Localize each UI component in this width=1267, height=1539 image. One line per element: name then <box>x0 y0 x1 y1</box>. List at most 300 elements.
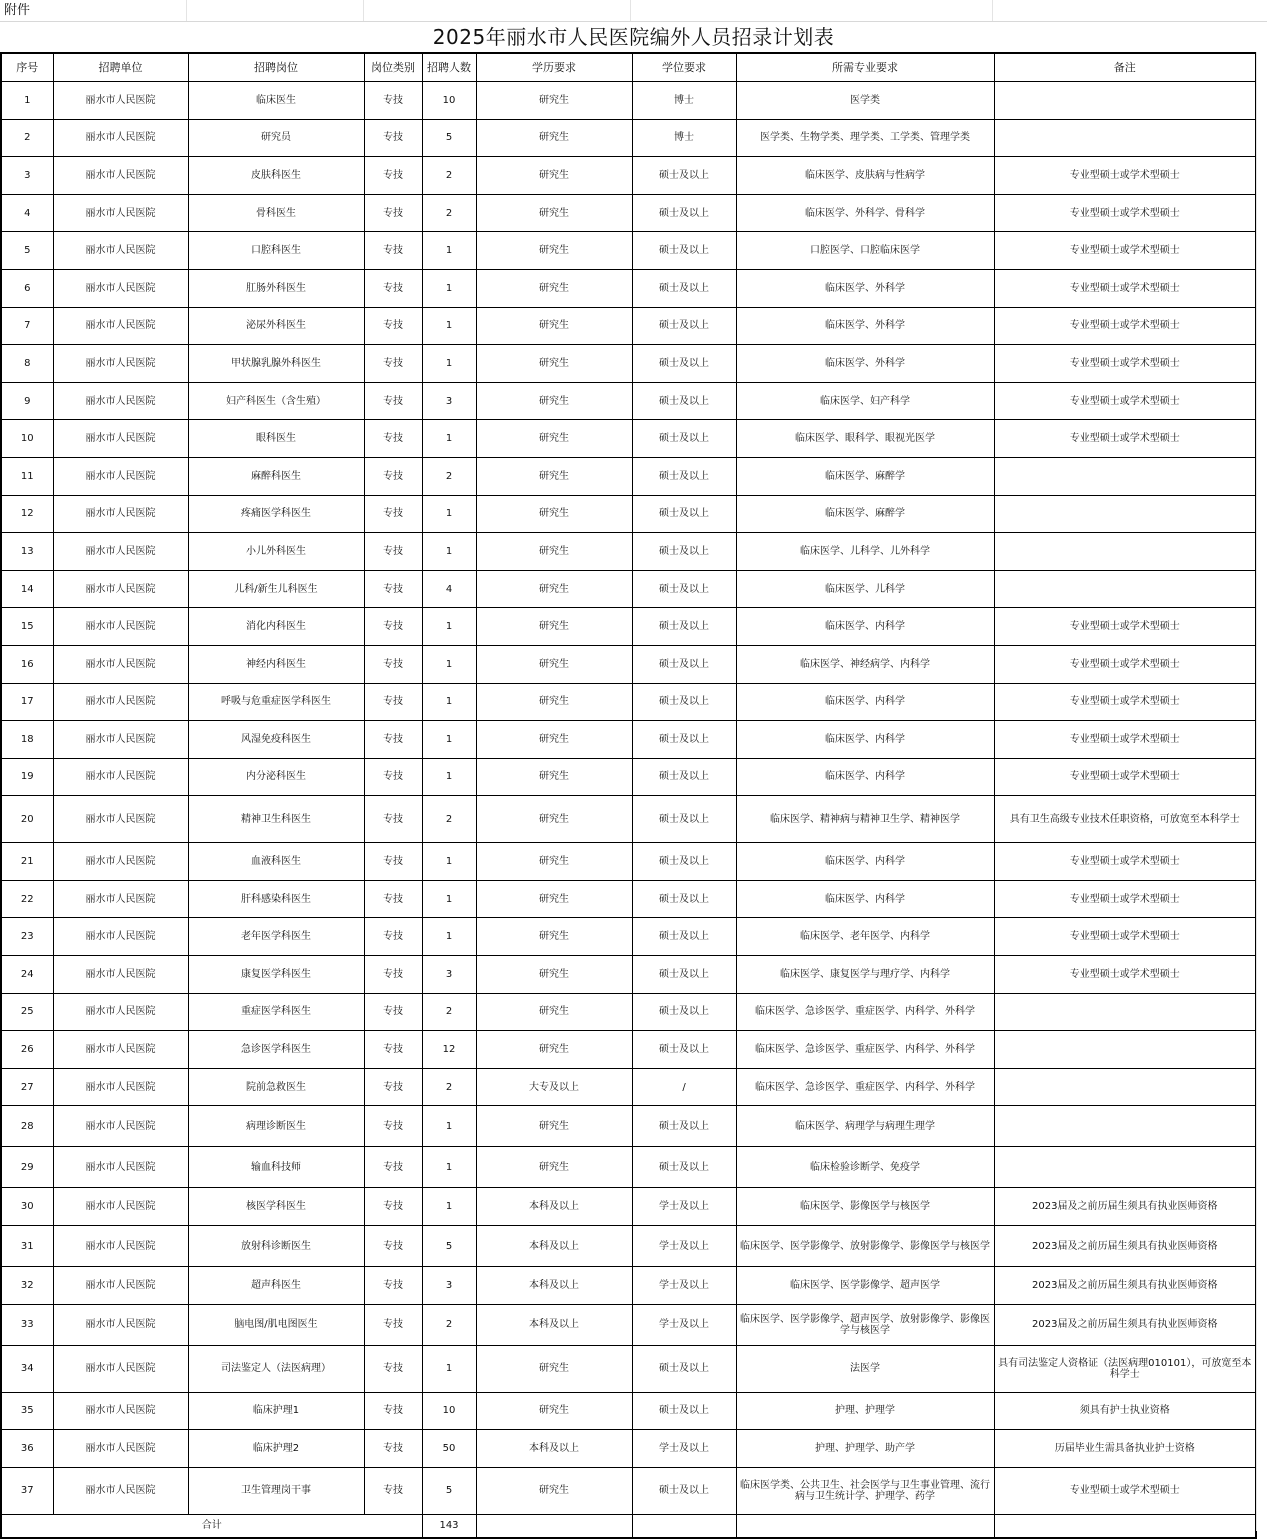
education-cell: 研究生 <box>476 758 632 796</box>
table-row <box>1 382 1256 420</box>
education-cell: 研究生 <box>476 420 632 458</box>
remarks-cell: 专业型硕士或学术型硕士 <box>994 269 1256 307</box>
degree-cell: 硕士及以上 <box>632 570 736 608</box>
degree-cell: 硕士及以上 <box>632 645 736 683</box>
remarks-cell: 专业型硕士或学术型硕士 <box>994 721 1256 759</box>
unit-cell: 丽水市人民医院 <box>53 495 188 533</box>
education-cell: 研究生 <box>476 307 632 345</box>
degree-cell: 学士及以上 <box>632 1226 736 1267</box>
position-cell: 院前急救医生 <box>188 1068 364 1106</box>
unit-cell: 丽水市人民医院 <box>53 307 188 345</box>
remarks-cell: 专业型硕士或学术型硕士 <box>994 645 1256 683</box>
major-cell: 临床医学、内科学 <box>736 721 994 759</box>
major-cell: 临床医学、神经病学、内科学 <box>736 645 994 683</box>
count-cell: 3 <box>422 956 476 994</box>
unit-cell: 丽水市人民医院 <box>53 1106 188 1147</box>
education-cell: 本科及以上 <box>476 1430 632 1468</box>
unit-cell: 丽水市人民医院 <box>53 119 188 157</box>
education-cell: 研究生 <box>476 570 632 608</box>
remarks-cell: 2023届及之前历届生须具有执业医师资格 <box>994 1188 1256 1226</box>
category-cell: 专技 <box>364 1430 422 1468</box>
table-row <box>1 1147 1256 1188</box>
remarks-cell: 历届毕业生需具备执业护士资格 <box>994 1430 1256 1468</box>
remarks-cell: 2023届及之前历届生须具有执业医师资格 <box>994 1267 1256 1305</box>
position-cell: 精神卫生科医生 <box>188 796 364 843</box>
count-cell: 12 <box>422 1031 476 1069</box>
unit-cell: 丽水市人民医院 <box>53 420 188 458</box>
position-cell: 小儿外科医生 <box>188 533 364 571</box>
category-cell: 专技 <box>364 993 422 1031</box>
major-cell: 医学类、生物学类、理学类、工学类、管理学类 <box>736 119 994 157</box>
sheet-gridline <box>1256 52 1267 1531</box>
table-row <box>1 1106 1256 1147</box>
row-index: 29 <box>1 1147 53 1188</box>
count-cell: 1 <box>422 843 476 881</box>
category-cell: 专技 <box>364 1467 422 1514</box>
header-col-count: 招聘人数 <box>422 53 476 82</box>
table-row <box>1 880 1256 918</box>
table-body <box>1 82 1256 1515</box>
major-cell: 医学类 <box>736 82 994 120</box>
remarks-cell: 专业型硕士或学术型硕士 <box>994 843 1256 881</box>
unit-cell: 丽水市人民医院 <box>53 843 188 881</box>
row-index: 2 <box>1 119 53 157</box>
major-cell: 临床医学、内科学 <box>736 608 994 646</box>
total-label: 合计 <box>1 1514 422 1538</box>
degree-cell: 硕士及以上 <box>632 880 736 918</box>
row-index: 27 <box>1 1068 53 1106</box>
position-cell: 骨科医生 <box>188 194 364 232</box>
unit-cell: 丽水市人民医院 <box>53 721 188 759</box>
degree-cell: 硕士及以上 <box>632 721 736 759</box>
count-cell: 1 <box>422 533 476 571</box>
remarks-cell: 专业型硕士或学术型硕士 <box>994 608 1256 646</box>
unit-cell: 丽水市人民医院 <box>53 796 188 843</box>
table-header <box>1 53 1256 82</box>
count-cell: 1 <box>422 1147 476 1188</box>
degree-cell: 硕士及以上 <box>632 796 736 843</box>
major-cell: 临床医学、影像医学与核医学 <box>736 1188 994 1226</box>
header-col-degree: 学位要求 <box>632 53 736 82</box>
position-cell: 急诊医学科医生 <box>188 1031 364 1069</box>
category-cell: 专技 <box>364 758 422 796</box>
major-cell: 临床医学、内科学 <box>736 758 994 796</box>
position-cell: 皮肤科医生 <box>188 157 364 195</box>
count-cell: 1 <box>422 345 476 383</box>
major-cell: 临床医学、医学影像学、超声医学 <box>736 1267 994 1305</box>
row-index: 26 <box>1 1031 53 1069</box>
position-cell: 临床护理2 <box>188 1430 364 1468</box>
degree-cell: 学士及以上 <box>632 1188 736 1226</box>
degree-cell: 硕士及以上 <box>632 420 736 458</box>
table-row <box>1 758 1256 796</box>
major-cell: 临床检验诊断学、免疫学 <box>736 1147 994 1188</box>
category-cell: 专技 <box>364 918 422 956</box>
count-cell: 2 <box>422 157 476 195</box>
unit-cell: 丽水市人民医院 <box>53 1267 188 1305</box>
category-cell: 专技 <box>364 1106 422 1147</box>
remarks-cell: 专业型硕士或学术型硕士 <box>994 420 1256 458</box>
degree-cell: 硕士及以上 <box>632 683 736 721</box>
unit-cell: 丽水市人民医院 <box>53 1188 188 1226</box>
unit-cell: 丽水市人民医院 <box>53 683 188 721</box>
table-row <box>1 533 1256 571</box>
remarks-cell: 具有卫生高级专业技术任职资格，可放宽至本科学士 <box>994 796 1256 843</box>
unit-cell: 丽水市人民医院 <box>53 956 188 994</box>
position-cell: 眼科医生 <box>188 420 364 458</box>
major-cell: 临床医学、皮肤病与性病学 <box>736 157 994 195</box>
degree-cell: 硕士及以上 <box>632 1031 736 1069</box>
remarks-cell <box>994 119 1256 157</box>
major-cell: 口腔医学、口腔临床医学 <box>736 232 994 270</box>
position-cell: 老年医学科医生 <box>188 918 364 956</box>
remarks-cell: 专业型硕士或学术型硕士 <box>994 157 1256 195</box>
major-cell: 临床医学、老年医学、内科学 <box>736 918 994 956</box>
degree-cell: 硕士及以上 <box>632 1392 736 1430</box>
category-cell: 专技 <box>364 880 422 918</box>
attachment-label-row <box>0 0 1267 22</box>
position-cell: 呼吸与危重症医学科医生 <box>188 683 364 721</box>
page-title: 2025年丽水市人民医院编外人员招录计划表 <box>432 25 835 49</box>
category-cell: 专技 <box>364 194 422 232</box>
major-cell: 临床医学、外科学、骨科学 <box>736 194 994 232</box>
degree-cell: 硕士及以上 <box>632 495 736 533</box>
education-cell: 研究生 <box>476 1392 632 1430</box>
education-cell: 研究生 <box>476 608 632 646</box>
count-cell: 2 <box>422 457 476 495</box>
category-cell: 专技 <box>364 721 422 759</box>
table-row <box>1 1467 1256 1514</box>
degree-cell: 学士及以上 <box>632 1267 736 1305</box>
degree-cell: 硕士及以上 <box>632 382 736 420</box>
education-cell: 本科及以上 <box>476 1304 632 1345</box>
category-cell: 专技 <box>364 570 422 608</box>
education-cell: 研究生 <box>476 683 632 721</box>
education-cell: 研究生 <box>476 533 632 571</box>
table-row <box>1 918 1256 956</box>
category-cell: 专技 <box>364 956 422 994</box>
major-cell: 临床医学、麻醉学 <box>736 495 994 533</box>
position-cell: 司法鉴定人（法医病理） <box>188 1345 364 1392</box>
count-cell: 1 <box>422 880 476 918</box>
degree-cell: / <box>632 1068 736 1106</box>
education-cell: 大专及以上 <box>476 1068 632 1106</box>
category-cell: 专技 <box>364 345 422 383</box>
count-cell: 1 <box>422 645 476 683</box>
count-cell: 2 <box>422 1068 476 1106</box>
major-cell: 临床医学、急诊医学、重症医学、内科学、外科学 <box>736 993 994 1031</box>
row-index: 18 <box>1 721 53 759</box>
category-cell: 专技 <box>364 1188 422 1226</box>
degree-cell: 硕士及以上 <box>632 1106 736 1147</box>
table-row <box>1 420 1256 458</box>
position-cell: 血液科医生 <box>188 843 364 881</box>
category-cell: 专技 <box>364 1226 422 1267</box>
unit-cell: 丽水市人民医院 <box>53 82 188 120</box>
count-cell: 1 <box>422 307 476 345</box>
position-cell: 病理诊断医生 <box>188 1106 364 1147</box>
category-cell: 专技 <box>364 608 422 646</box>
unit-cell: 丽水市人民医院 <box>53 993 188 1031</box>
table-row <box>1 956 1256 994</box>
unit-cell: 丽水市人民医院 <box>53 608 188 646</box>
unit-cell: 丽水市人民医院 <box>53 269 188 307</box>
count-cell: 2 <box>422 993 476 1031</box>
degree-cell: 硕士及以上 <box>632 457 736 495</box>
major-cell: 临床医学、妇产科学 <box>736 382 994 420</box>
header-col-category: 岗位类别 <box>364 53 422 82</box>
count-cell: 1 <box>422 232 476 270</box>
position-cell: 核医学科医生 <box>188 1188 364 1226</box>
category-cell: 专技 <box>364 157 422 195</box>
unit-cell: 丽水市人民医院 <box>53 1392 188 1430</box>
unit-cell: 丽水市人民医院 <box>53 570 188 608</box>
major-cell: 护理、护理学 <box>736 1392 994 1430</box>
degree-cell: 硕士及以上 <box>632 194 736 232</box>
unit-cell: 丽水市人民医院 <box>53 1226 188 1267</box>
table-row <box>1 119 1256 157</box>
remarks-cell: 专业型硕士或学术型硕士 <box>994 956 1256 994</box>
remarks-cell <box>994 1147 1256 1188</box>
degree-cell: 博士 <box>632 82 736 120</box>
row-index: 22 <box>1 880 53 918</box>
row-index: 24 <box>1 956 53 994</box>
table-row <box>1 457 1256 495</box>
count-cell: 4 <box>422 570 476 608</box>
category-cell: 专技 <box>364 1147 422 1188</box>
table-row <box>1 1188 1256 1226</box>
category-cell: 专技 <box>364 495 422 533</box>
category-cell: 专技 <box>364 420 422 458</box>
count-cell: 5 <box>422 1226 476 1267</box>
row-index: 28 <box>1 1106 53 1147</box>
category-cell: 专技 <box>364 82 422 120</box>
category-cell: 专技 <box>364 1392 422 1430</box>
table-row <box>1 1345 1256 1392</box>
major-cell: 临床医学、眼科学、眼视光医学 <box>736 420 994 458</box>
education-cell: 研究生 <box>476 645 632 683</box>
category-cell: 专技 <box>364 382 422 420</box>
major-cell: 临床医学、外科学 <box>736 307 994 345</box>
count-cell: 2 <box>422 796 476 843</box>
education-cell: 研究生 <box>476 956 632 994</box>
position-cell: 脑电图/肌电图医生 <box>188 1304 364 1345</box>
major-cell: 临床医学、医学影像学、超声医学、放射影像学、影像医学与核医学 <box>736 1304 994 1345</box>
remarks-cell: 专业型硕士或学术型硕士 <box>994 232 1256 270</box>
education-cell: 研究生 <box>476 495 632 533</box>
position-cell: 临床医生 <box>188 82 364 120</box>
position-cell: 临床护理1 <box>188 1392 364 1430</box>
table-row <box>1 608 1256 646</box>
position-cell: 放射科诊断医生 <box>188 1226 364 1267</box>
position-cell: 神经内科医生 <box>188 645 364 683</box>
education-cell: 研究生 <box>476 993 632 1031</box>
degree-cell: 硕士及以上 <box>632 307 736 345</box>
position-cell: 麻醉科医生 <box>188 457 364 495</box>
row-index: 23 <box>1 918 53 956</box>
row-index: 11 <box>1 457 53 495</box>
table-row <box>1 993 1256 1031</box>
degree-cell: 学士及以上 <box>632 1430 736 1468</box>
empty-cell <box>632 1514 736 1538</box>
remarks-cell <box>994 1068 1256 1106</box>
education-cell: 研究生 <box>476 194 632 232</box>
count-cell: 1 <box>422 1345 476 1392</box>
position-cell: 康复医学科医生 <box>188 956 364 994</box>
count-cell: 2 <box>422 1304 476 1345</box>
remarks-cell: 专业型硕士或学术型硕士 <box>994 880 1256 918</box>
row-index: 14 <box>1 570 53 608</box>
table-row <box>1 843 1256 881</box>
count-cell: 1 <box>422 420 476 458</box>
table-row <box>1 1392 1256 1430</box>
education-cell: 研究生 <box>476 382 632 420</box>
education-cell: 研究生 <box>476 796 632 843</box>
count-cell: 10 <box>422 82 476 120</box>
major-cell: 临床医学、麻醉学 <box>736 457 994 495</box>
major-cell: 临床医学、病理学与病理生理学 <box>736 1106 994 1147</box>
degree-cell: 硕士及以上 <box>632 1467 736 1514</box>
unit-cell: 丽水市人民医院 <box>53 1147 188 1188</box>
position-cell: 妇产科医生（含生殖） <box>188 382 364 420</box>
unit-cell: 丽水市人民医院 <box>53 457 188 495</box>
count-cell: 1 <box>422 495 476 533</box>
total-value: 143 <box>422 1514 476 1538</box>
total-row <box>1 1514 1256 1538</box>
unit-cell: 丽水市人民医院 <box>53 1031 188 1069</box>
category-cell: 专技 <box>364 796 422 843</box>
table-row <box>1 1226 1256 1267</box>
position-cell: 泌尿外科医生 <box>188 307 364 345</box>
position-cell: 儿科/新生儿科医生 <box>188 570 364 608</box>
unit-cell: 丽水市人民医院 <box>53 157 188 195</box>
count-cell: 10 <box>422 1392 476 1430</box>
table-row <box>1 1068 1256 1106</box>
category-cell: 专技 <box>364 1068 422 1106</box>
remarks-cell: 专业型硕士或学术型硕士 <box>994 1467 1256 1514</box>
row-index: 35 <box>1 1392 53 1430</box>
category-cell: 专技 <box>364 843 422 881</box>
education-cell: 本科及以上 <box>476 1188 632 1226</box>
category-cell: 专技 <box>364 1031 422 1069</box>
category-cell: 专技 <box>364 232 422 270</box>
table-row <box>1 157 1256 195</box>
degree-cell: 博士 <box>632 119 736 157</box>
degree-cell: 硕士及以上 <box>632 608 736 646</box>
major-cell: 临床医学、急诊医学、重症医学、内科学、外科学 <box>736 1068 994 1106</box>
remarks-cell: 专业型硕士或学术型硕士 <box>994 382 1256 420</box>
position-cell: 内分泌科医生 <box>188 758 364 796</box>
degree-cell: 硕士及以上 <box>632 345 736 383</box>
major-cell: 临床医学、内科学 <box>736 843 994 881</box>
count-cell: 1 <box>422 269 476 307</box>
category-cell: 专技 <box>364 119 422 157</box>
remarks-cell: 专业型硕士或学术型硕士 <box>994 194 1256 232</box>
table-row <box>1 645 1256 683</box>
position-cell: 疼痛医学科医生 <box>188 495 364 533</box>
row-index: 25 <box>1 993 53 1031</box>
table-row <box>1 1031 1256 1069</box>
row-index: 37 <box>1 1467 53 1514</box>
unit-cell: 丽水市人民医院 <box>53 1345 188 1392</box>
row-index: 12 <box>1 495 53 533</box>
table-row <box>1 194 1256 232</box>
count-cell: 5 <box>422 119 476 157</box>
row-index: 1 <box>1 82 53 120</box>
row-index: 33 <box>1 1304 53 1345</box>
education-cell: 研究生 <box>476 1467 632 1514</box>
category-cell: 专技 <box>364 269 422 307</box>
remarks-cell <box>994 570 1256 608</box>
remarks-cell <box>994 495 1256 533</box>
degree-cell: 硕士及以上 <box>632 157 736 195</box>
row-index: 4 <box>1 194 53 232</box>
header-row <box>1 53 1256 82</box>
header-col-unit: 招聘单位 <box>53 53 188 82</box>
empty-cell <box>994 1514 1256 1538</box>
count-cell: 3 <box>422 1267 476 1305</box>
education-cell: 研究生 <box>476 843 632 881</box>
row-index: 3 <box>1 157 53 195</box>
education-cell: 研究生 <box>476 721 632 759</box>
unit-cell: 丽水市人民医院 <box>53 533 188 571</box>
row-index: 7 <box>1 307 53 345</box>
remarks-cell: 2023届及之前历届生须具有执业医师资格 <box>994 1304 1256 1345</box>
education-cell: 本科及以上 <box>476 1267 632 1305</box>
major-cell: 临床医学、康复医学与理疗学、内科学 <box>736 956 994 994</box>
row-index: 16 <box>1 645 53 683</box>
education-cell: 研究生 <box>476 457 632 495</box>
count-cell: 5 <box>422 1467 476 1514</box>
position-cell: 超声科医生 <box>188 1267 364 1305</box>
unit-cell: 丽水市人民医院 <box>53 194 188 232</box>
unit-cell: 丽水市人民医院 <box>53 345 188 383</box>
count-cell: 3 <box>422 382 476 420</box>
empty-cell <box>476 1514 632 1538</box>
table-row <box>1 1304 1256 1345</box>
degree-cell: 硕士及以上 <box>632 843 736 881</box>
major-cell: 护理、护理学、助产学 <box>736 1430 994 1468</box>
position-cell: 消化内科医生 <box>188 608 364 646</box>
degree-cell: 硕士及以上 <box>632 533 736 571</box>
degree-cell: 学士及以上 <box>632 1304 736 1345</box>
unit-cell: 丽水市人民医院 <box>53 918 188 956</box>
count-cell: 1 <box>422 721 476 759</box>
count-cell: 50 <box>422 1430 476 1468</box>
category-cell: 专技 <box>364 645 422 683</box>
remarks-cell <box>994 993 1256 1031</box>
unit-cell: 丽水市人民医院 <box>53 645 188 683</box>
unit-cell: 丽水市人民医院 <box>53 1304 188 1345</box>
major-cell: 临床医学、外科学 <box>736 269 994 307</box>
category-cell: 专技 <box>364 533 422 571</box>
table-row <box>1 345 1256 383</box>
row-index: 17 <box>1 683 53 721</box>
remarks-cell: 专业型硕士或学术型硕士 <box>994 307 1256 345</box>
position-cell: 口腔科医生 <box>188 232 364 270</box>
table-row <box>1 570 1256 608</box>
count-cell: 1 <box>422 608 476 646</box>
degree-cell: 硕士及以上 <box>632 956 736 994</box>
education-cell: 研究生 <box>476 1031 632 1069</box>
unit-cell: 丽水市人民医院 <box>53 1467 188 1514</box>
row-index: 15 <box>1 608 53 646</box>
remarks-cell: 专业型硕士或学术型硕士 <box>994 758 1256 796</box>
remarks-cell <box>994 82 1256 120</box>
row-index: 34 <box>1 1345 53 1392</box>
remarks-cell: 专业型硕士或学术型硕士 <box>994 345 1256 383</box>
category-cell: 专技 <box>364 457 422 495</box>
